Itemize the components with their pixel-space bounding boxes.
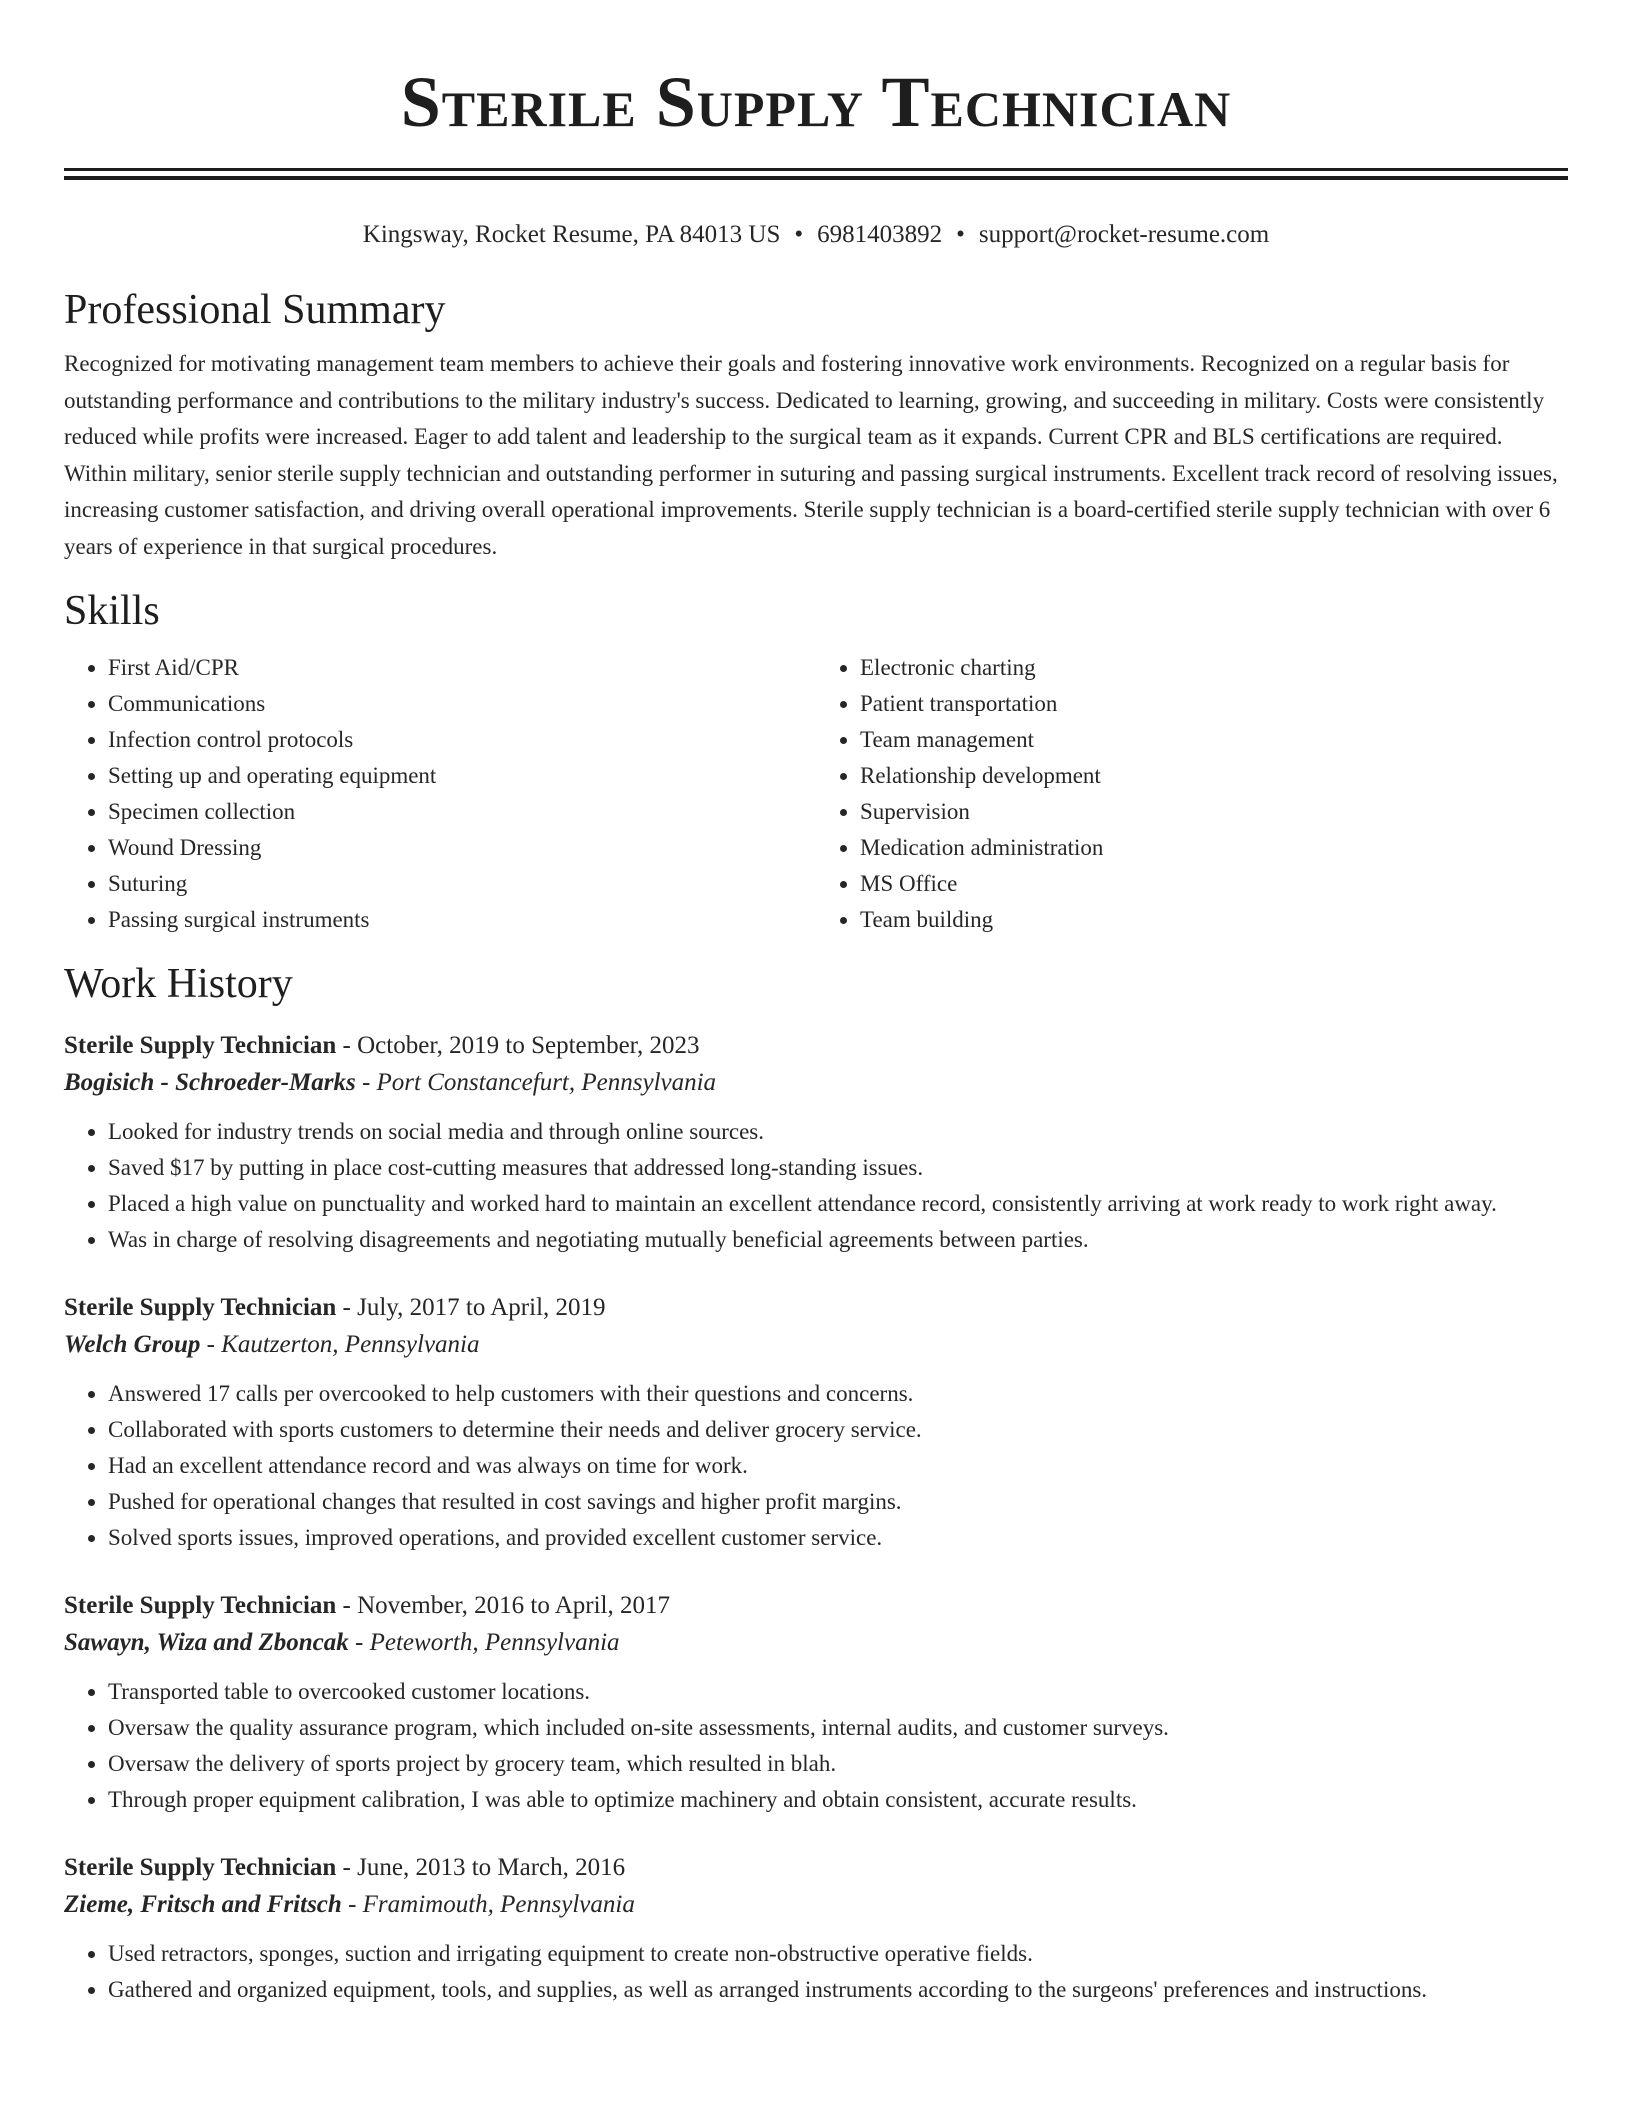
job-dates: - October, 2019 to September, 2023 [336, 1032, 700, 1059]
job-header [64, 1290, 1568, 1326]
job-bullet: • Looked for industry trends on social media and through online sources. [108, 1114, 1568, 1150]
job-entry [64, 1850, 1568, 2008]
skill-item: • Wound Dressing [108, 830, 816, 866]
skill-item: • MS Office [860, 866, 1568, 902]
job-location: - Port Constancefurt, Pennsylvania [355, 1069, 717, 1096]
job-employer [64, 1326, 1568, 1364]
skill-item: • Patient transportation [860, 686, 1568, 722]
job-dates: - June, 2013 to March, 2016 [336, 1854, 626, 1881]
job-title: Sterile Supply Technician [64, 1592, 337, 1619]
job-bullet: • Answered 17 calls per overcooked to help customers with their questions and concerns. [108, 1376, 1568, 1412]
skill-item: • Communications [108, 686, 816, 722]
contact-line [64, 218, 1568, 252]
contact-separator: • [794, 221, 804, 248]
job-bullet: • Solved sports issues, improved operations, and provided excellent customer service. [108, 1520, 1568, 1556]
skills-column-left [64, 650, 816, 938]
skill-item: • Suturing [108, 866, 816, 902]
job-bullet: • Transported table to overcooked customer locations. [108, 1674, 1568, 1710]
job-bullet: • Through proper equipment calibration, I was able to optimize machinery and obtain consistent, accurate results. [108, 1782, 1568, 1818]
job-title: Sterile Supply Technician [64, 1294, 337, 1321]
job-bullet: • Pushed for operational changes that resulted in cost savings and higher profit margins. [108, 1484, 1568, 1520]
job-employer [64, 1624, 1568, 1662]
job-location: - Framimouth, Pennsylvania [341, 1891, 635, 1918]
job-location: - Peteworth, Pennsylvania [348, 1629, 620, 1656]
job-entry [64, 1588, 1568, 1818]
skill-item: • Medication administration [860, 830, 1568, 866]
title-divider [64, 168, 1568, 171]
skills-column-right [816, 650, 1568, 938]
job-bullet: • Oversaw the quality assurance program, which included on-site assessments, internal audits, and customer surveys. [108, 1710, 1568, 1746]
summary-text: Recognized for motivating management team members to achieve their goals and fostering innovative work environments. Recognized on a regular basis for outstanding performance and contributions to the military industry's success. Dedicated to learning, growing, and succeeding in military. Costs were consistently reduced while profits were increased. Eager to add talent and leadership to the surgical team as it expands. Current CPR and BLS certifications are required. Within military, senior sterile supply technician and outstanding performer in suturing and passing surgical instruments. Excellent track record of resolving issues, increasing customer satisfaction, and driving overall operational improvements. Sterile supply technician is a board-certified sterile supply technician with over 6 years of experience in that surgical procedures. [64, 351, 1558, 559]
skill-item: • First Aid/CPR [108, 650, 816, 686]
job-title: Sterile Supply Technician [64, 1032, 337, 1059]
job-dates: - July, 2017 to April, 2019 [336, 1294, 606, 1321]
job-header [64, 1850, 1568, 1886]
skill-item: • Passing surgical instruments [108, 902, 816, 938]
job-company: Zieme, Fritsch and Fritsch [64, 1891, 342, 1918]
contact-phone: 6981403892 [817, 221, 943, 248]
skill-item: • Infection control protocols [108, 722, 816, 758]
skill-item: • Supervision [860, 794, 1568, 830]
job-bullets [64, 1376, 1568, 1556]
job-bullet: • Gathered and organized equipment, tools, and supplies, as well as arranged instruments according to the surgeons' preferences and instructions. [108, 1972, 1568, 2008]
contact-email: support@rocket-resume.com [978, 221, 1270, 248]
job-bullet: • Was in charge of resolving disagreements and negotiating mutually beneficial agreements between parties. [108, 1222, 1568, 1258]
skills-heading: Skills [64, 588, 160, 634]
skills-list [64, 650, 1568, 938]
job-header [64, 1028, 1568, 1064]
job-company: Sawayn, Wiza and Zboncak [64, 1629, 349, 1656]
skill-item: • Relationship development [860, 758, 1568, 794]
job-location: - Kautzerton, Pennsylvania [200, 1331, 480, 1358]
job-entry [64, 1290, 1568, 1556]
summary-heading: Professional Summary [64, 287, 446, 333]
job-bullet: • Oversaw the delivery of sports project by grocery team, which resulted in blah. [108, 1746, 1568, 1782]
work-history-heading: Work History [64, 961, 293, 1007]
job-header [64, 1588, 1568, 1624]
skill-item: • Specimen collection [108, 794, 816, 830]
skill-item: • Electronic charting [860, 650, 1568, 686]
job-bullet: • Saved $17 by putting in place cost-cutting measures that addressed long-standing issues. [108, 1150, 1568, 1186]
job-employer [64, 1064, 1568, 1102]
job-entry [64, 1028, 1568, 1258]
skill-item: • Team management [860, 722, 1568, 758]
skill-item: • Setting up and operating equipment [108, 758, 816, 794]
job-bullets [64, 1674, 1568, 1818]
skill-item: • Team building [860, 902, 1568, 938]
job-bullets [64, 1114, 1568, 1258]
resume-title: Sterile Supply Technician [400, 62, 1232, 142]
job-employer [64, 1886, 1568, 1924]
job-company: Bogisich - Schroeder-Marks [64, 1069, 356, 1096]
job-bullet: • Used retractors, sponges, suction and irrigating equipment to create non-obstructive operative fields. [108, 1936, 1568, 1972]
job-bullet: • Placed a high value on punctuality and worked hard to maintain an excellent attendance record, consistently arriving at work ready to work right away. [108, 1186, 1568, 1222]
contact-separator: • [956, 221, 965, 248]
job-title: Sterile Supply Technician [64, 1854, 337, 1881]
job-dates: - November, 2016 to April, 2017 [336, 1592, 670, 1619]
job-company: Welch Group [64, 1331, 201, 1358]
job-bullet: • Collaborated with sports customers to determine their needs and deliver grocery service. [108, 1412, 1568, 1448]
job-bullet: • Had an excellent attendance record and was always on time for work. [108, 1448, 1568, 1484]
contact-address: Kingsway, Rocket Resume, PA 84013 US [362, 221, 781, 248]
job-bullets [64, 1936, 1568, 2008]
